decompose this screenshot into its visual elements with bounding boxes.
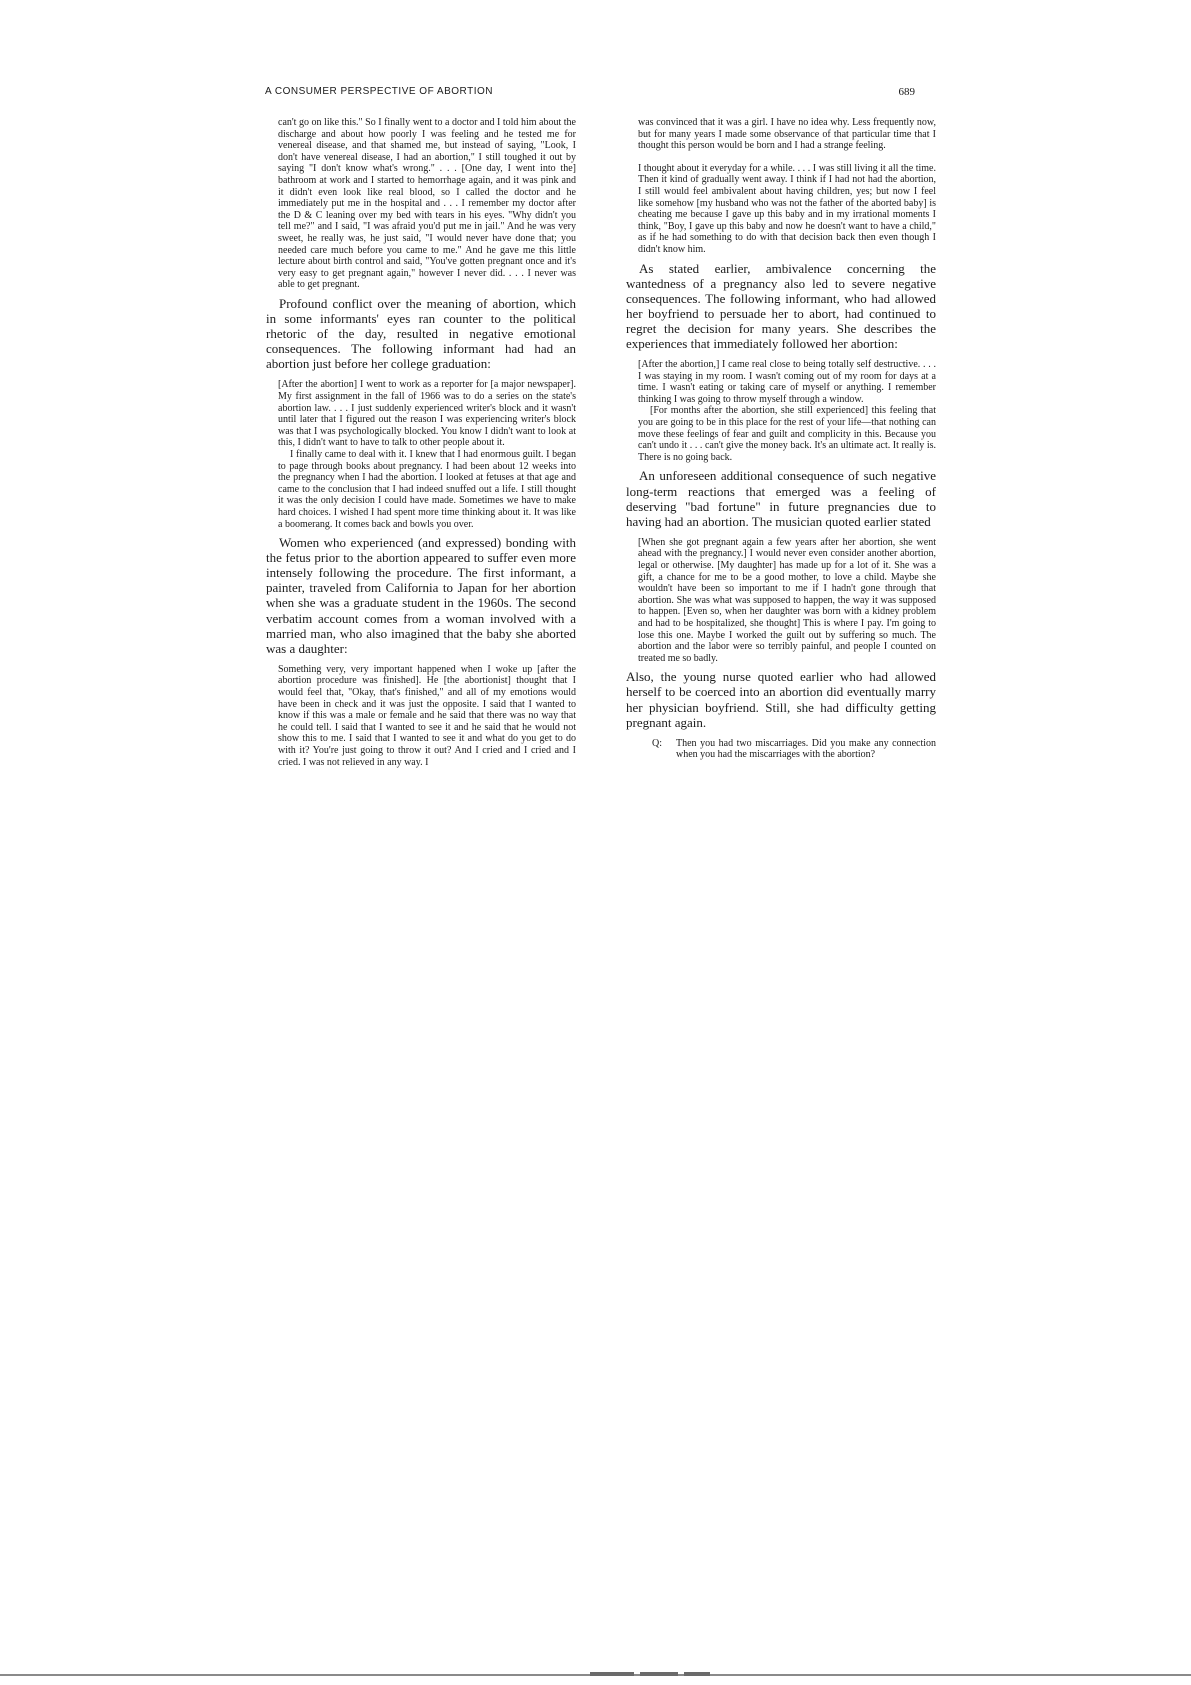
quote-paragraph: [After the abortion,] I came real close to being totally self destructive. . . . I was staying in my room. I wasn't coming out of my room for days at a time. I wasn't eating or taking care of myself or anything. I remember thinking I was going to throw myself through a window. — [638, 359, 936, 405]
body-paragraph: Profound conflict over the meaning of abortion, which in some informants' eyes ran counter to the political rhetoric of the day, resulted in negative emotional consequences. The following informant had had an abortion just before her college graduation: — [266, 295, 576, 372]
body-paragraph: An unforeseen additional consequence of such negative long-term reactions that emerged was a feeling of deserving "bad fortune" in future pregnancies due to having had an abortion. The musician quoted earlier stated — [626, 468, 936, 529]
running-head: A CONSUMER PERSPECTIVE OF ABORTION — [265, 86, 493, 97]
block-quote: can't go on like this." So I finally went to a doctor and I told him about the discharge and about how poorly I was feeling and he tested me for venereal disease, and that shamed me, but instead of saying, "Look, I don't have venereal disease, I had an abortion," I still toughed it out by saying "I don't know what's wrong." . . . [One day, I went into the] bathroom at work and I started to hemorrhage again, and it was pink and it didn't even look like real blood, so I called the doctor and he immediately put me in the hospital and . . . I remember my doctor after the D & C leaning over my bed with tears in his eyes. "Why didn't you tell me?" and I said, "I was afraid you'd put me in jail." And he was very sweet, he really was, he just said, "I would never have done that; you needed care much before you came to me." And he gave me this little lecture about birth control and said, "You've gotten pregnant once and it's very easy to get pregnant again," however I never did. . . . I never was able to get pregnant. — [278, 117, 576, 291]
scan-mark — [684, 1672, 710, 1676]
interview-question — [652, 738, 936, 761]
scan-mark — [640, 1672, 678, 1676]
body-paragraph: Also, the young nurse quoted earlier who had allowed herself to be coerced into an abortion did eventually marry her physician boyfriend. Still, she had difficulty getting pregnant again. — [626, 669, 936, 730]
page-header — [265, 86, 915, 102]
body-paragraph: Women who experienced (and expressed) bonding with the fetus prior to the abortion appeared to suffer even more intensely following the procedure. The first informant, a painter, traveled from California to Japan for her abortion when she was a graduate student in the 1960s. The second verbatim account comes from a woman involved with a married man, who also imagined that the baby she aborted was a daughter: — [266, 535, 576, 656]
block-quote: I thought about it everyday for a while. . . . I was still living it all the time. Then it kind of gradually went away. I think if I had not had the abortion, I still would feel ambivalent about having children, yes; but now I feel like somehow [my husband who was not the father of the aborted baby] is cheating me because I gave up this baby and in my irrational moments I think, "Boy, I gave up this baby and now he doesn't want to have a child," as if he had something to do with that decision back then even though I didn't know him. — [638, 162, 936, 255]
block-quote — [278, 379, 576, 530]
block-quote — [638, 359, 936, 463]
right-column — [626, 117, 936, 761]
block-quote: was convinced that it was a girl. I have no idea why. Less frequently now, but for many years I made some observance of that particular time that I thought this person would be born and I had a strange feeling. — [638, 117, 936, 152]
scan-mark — [590, 1672, 634, 1676]
page-number: 689 — [898, 86, 915, 98]
question-text: Then you had two miscarriages. Did you make any connection when you had the miscarriages with the abortion? — [676, 737, 936, 761]
quote-paragraph: [After the abortion] I went to work as a reporter for [a major newspaper]. My first assignment in the fall of 1966 was to do a series on the state's abortion law. . . . I just suddenly experienced writer's block and it wasn't until later that I figured out the reason I was experiencing writer's block was that I was psychologically blocked. You know I didn't want to look at this, I didn't want to have to talk to other people about it. — [278, 379, 576, 449]
quote-paragraph: [For months after the abortion, she still experienced] this feeling that you are going to be in this place for the rest of your life—that nothing can move these feelings of fear and guilt and complicity in this. Because you can't undo it . . . can't give the money back. It's an ultimate act. It really is. There is no going back. — [638, 405, 936, 463]
question-label: Q: — [652, 737, 662, 749]
left-column — [266, 117, 576, 773]
quote-paragraph: I finally came to deal with it. I knew that I had enormous guilt. I began to page through books about pregnancy. I had been about 12 weeks into the pregnancy when I had the abortion. I looked at fetuses at that age and came to the conclusion that I had indeed snuffed out a life. I still thought it was the only decision I could have made. Sometimes we have to make hard choices. I wished I had spent more time thinking about it. It was like a boomerang. It comes back and bowls you over. — [278, 448, 576, 530]
body-paragraph: As stated earlier, ambivalence concerning the wantedness of a pregnancy also led to severe negative consequences. The following informant, who had allowed her boyfriend to persuade her to abort, had continued to regret the decision for many years. She describes the experiences that immediately followed her abortion: — [626, 260, 936, 351]
block-quote: Something very, very important happened when I woke up [after the abortion procedure was finished]. He [the abortionist] thought that I would feel that, "Okay, that's finished," and all of my emotions would have been in check and it was just the opposite. I said that I wanted to know if this was a male or female and he said that there was no way that he could tell. I said that I wanted to see it and he said that he would not show this to me. I said that I wanted to see it and what do you get to do with it? You're just going to throw it out? And I cried and I cried and I cried. I was not relieved in any way. I — [278, 663, 576, 768]
block-quote: [When she got pregnant again a few years after her abortion, she went ahead with the pregnancy.] I would never even consider another abortion, legal or otherwise. [My daughter] has made up for a lot of it. She was a gift, a chance for me to be a good mother, to love a child. Maybe she wouldn't have been so important to me if I hadn't gone through that abortion. She was what was supposed to happen, the way it was supposed to happen. [Even so, when her daughter was born with a kidney problem and had to be hospitalized, she thought] This is where I pay. I'm going to lose this one. Maybe I worked the guilt out by suffering so much. The abortion and the labor were so terribly painful, and people I counted on treated me so badly. — [638, 536, 936, 664]
